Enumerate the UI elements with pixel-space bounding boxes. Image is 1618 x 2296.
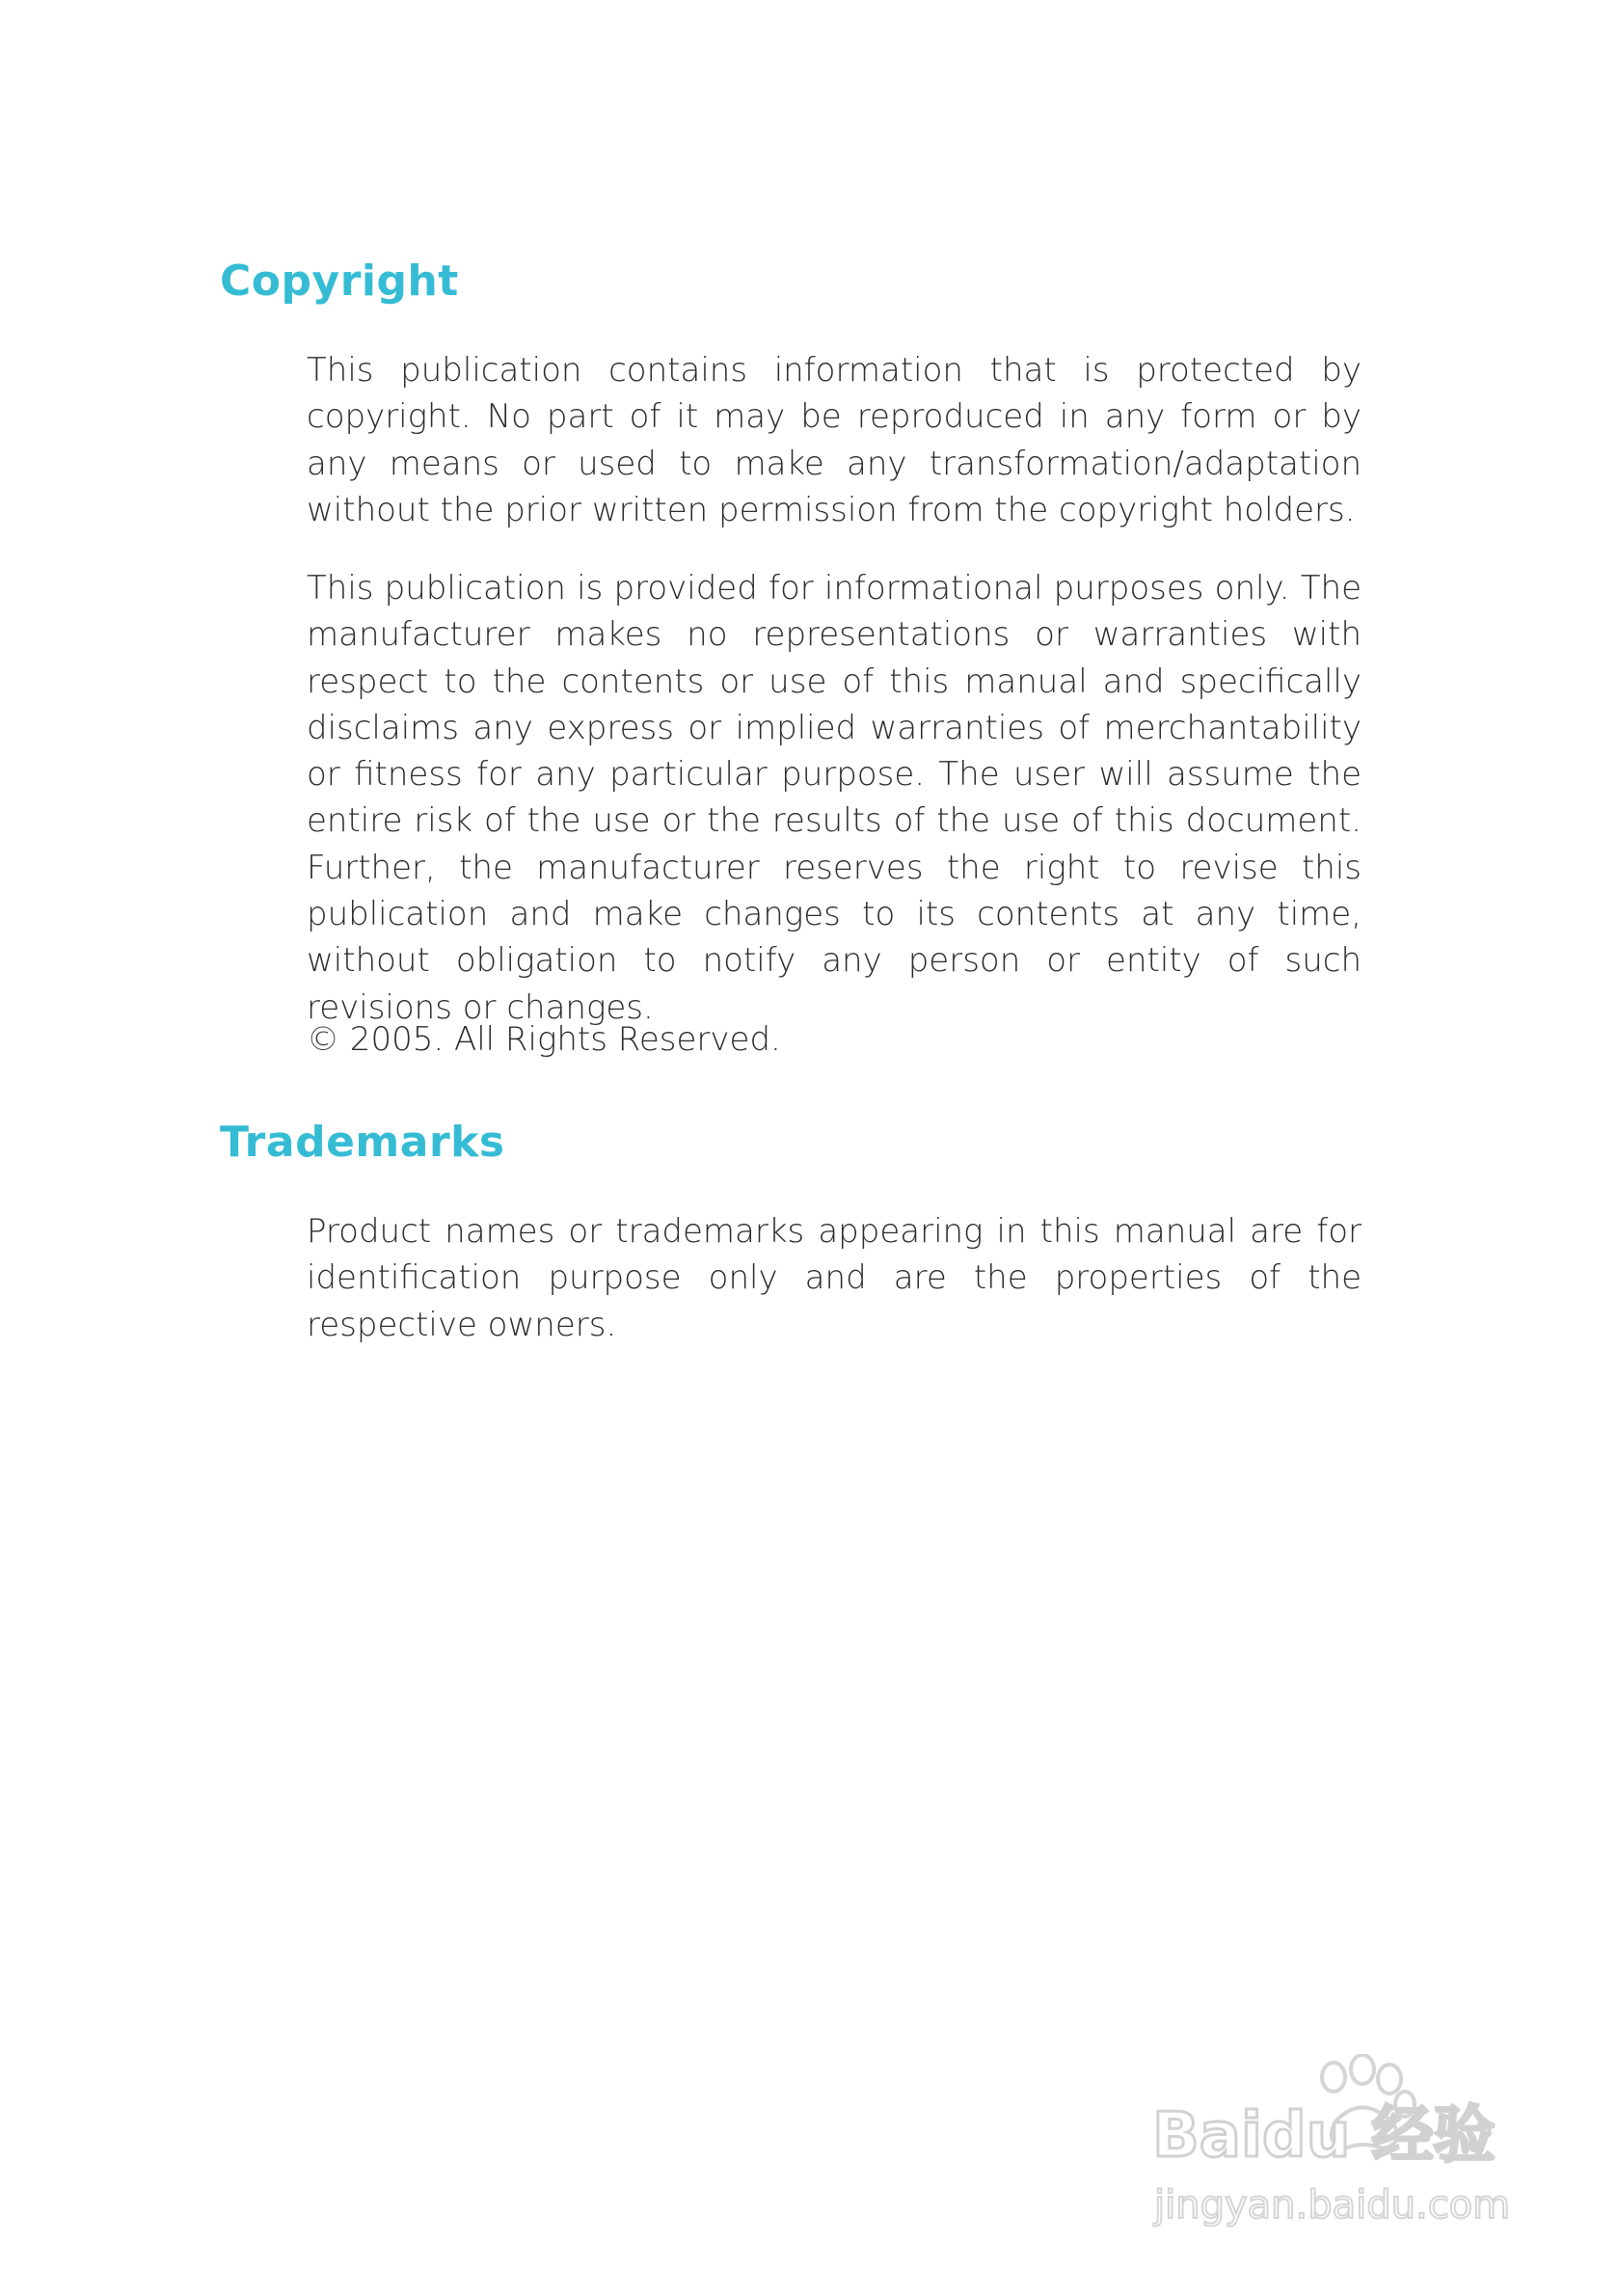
trademarks-paragraph: Product names or trademarks appearing in this manual are for identification purpose only and are the properties of the respective owners.	[307, 1212, 1362, 1344]
watermark-url: jingyan.baidu.com	[1154, 2183, 1511, 2228]
copyright-heading: Copyright	[220, 257, 459, 306]
copyright-notice: © 2005. All Rights Reserved.	[307, 1020, 781, 1059]
watermark-brand: Baidu 经验	[1152, 2100, 1496, 2172]
copyright-paragraph-2: This publication is provided for informational purposes only. The manufacturer makes no representations or warranties with respect to the contents or use of this manual and specifically disclaims any express or implied warranties of merchantability or fitness for any particular purpose. The user will assume the entire risk of the use or the results of the use of this document. Further, the manufacturer reserves the right to revise this publication and make changes to its contents at any time, without obligation to notify any person or entity of such revisions or changes.	[307, 569, 1362, 1027]
baidu-watermark	[1152, 2054, 1538, 2247]
copyright-paragraph-1: This publication contains information that is protected by copyright. No part of it may be reproduced in any form or by any means or used to make any transformation/adaptation without the prior written permission from the copyright holders.	[307, 351, 1362, 529]
trademarks-heading: Trademarks	[220, 1118, 505, 1167]
